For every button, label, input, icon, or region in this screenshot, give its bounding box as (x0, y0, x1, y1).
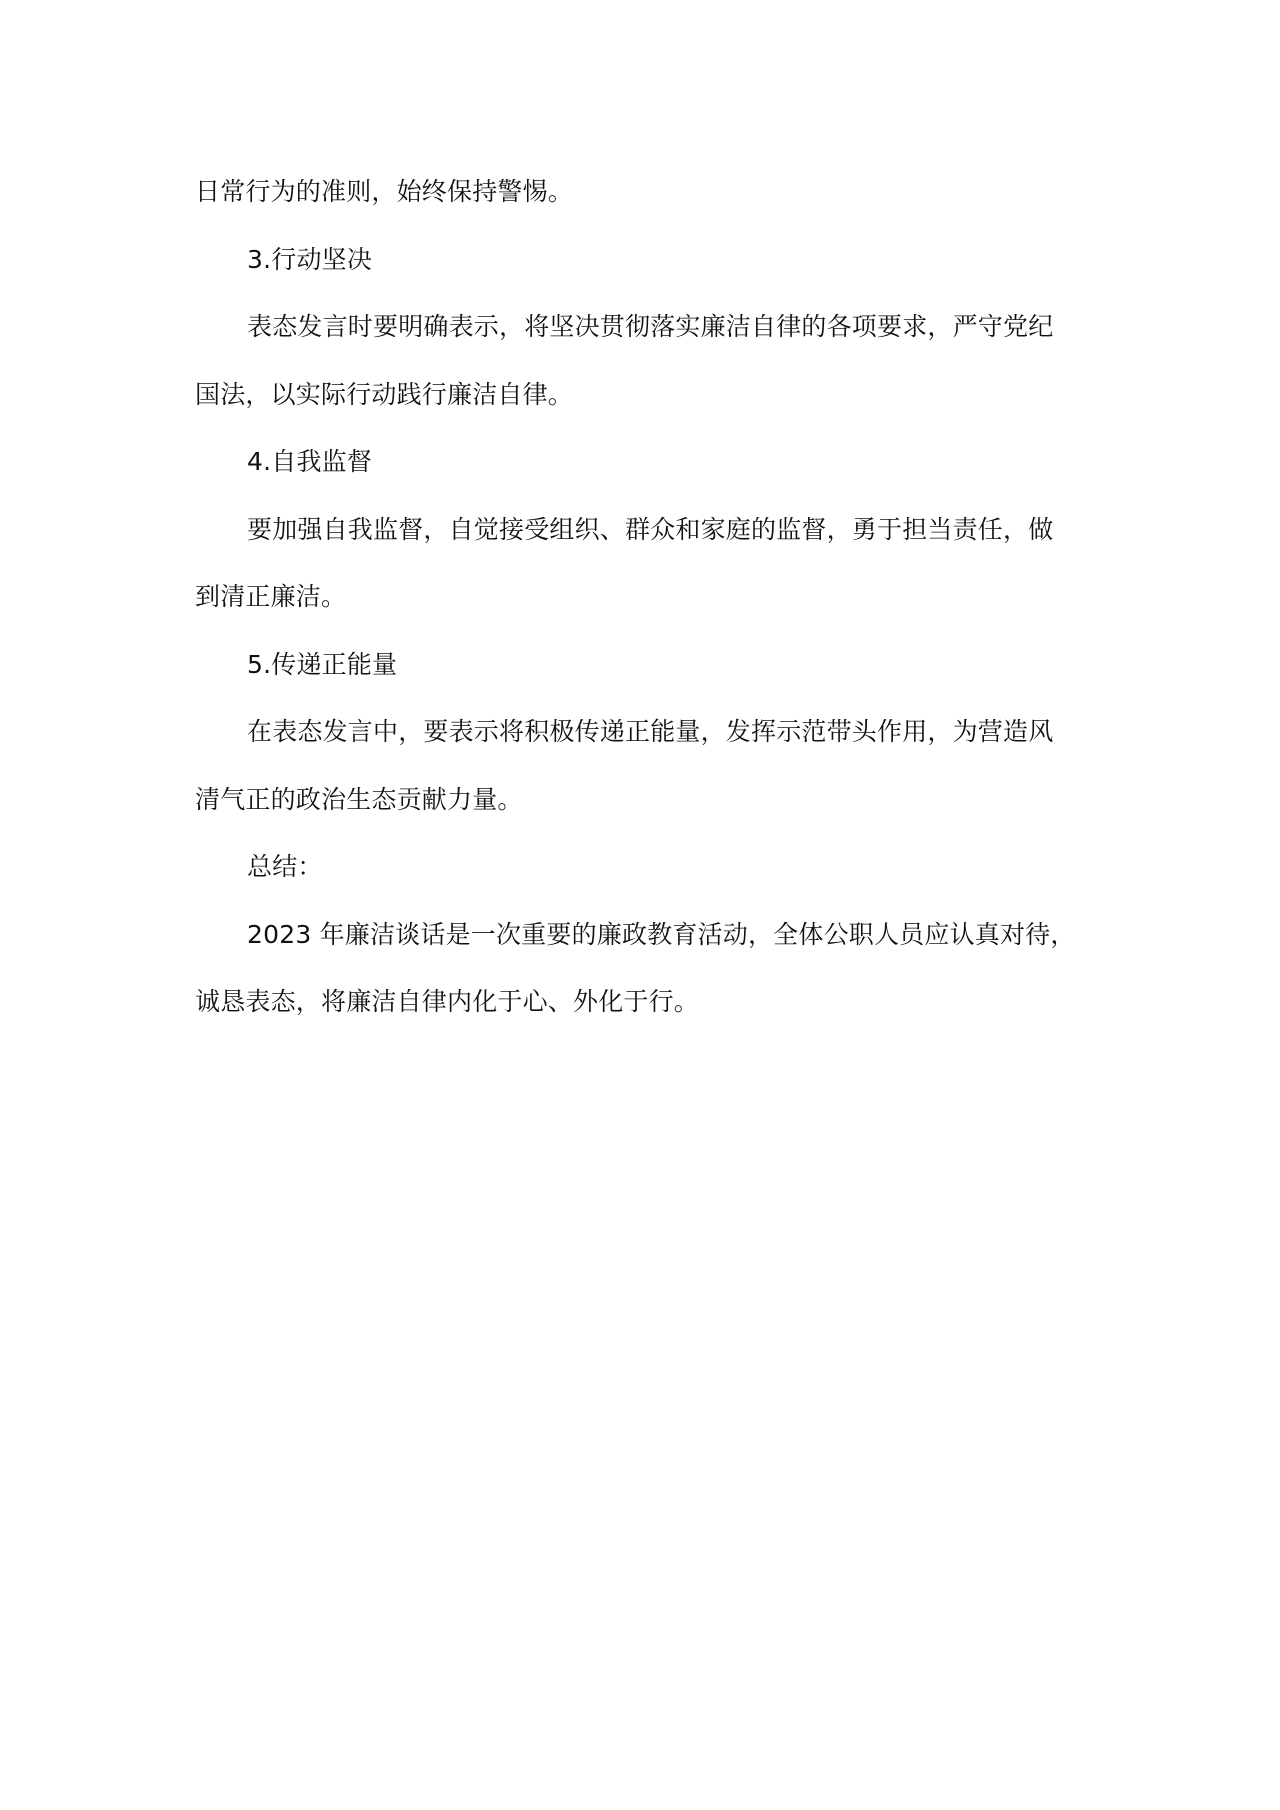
section-heading-4: 4.自我监督 (247, 447, 373, 476)
section-heading-3: 3.行动坚决 (247, 244, 373, 274)
document-body (195, 158, 1085, 1036)
paragraph-line: 国法，以实际行动践行廉洁自律。 (195, 379, 574, 409)
paragraph-line: 诚恳表态，将廉洁自律内化于心、外化于行。 (195, 987, 700, 1016)
paragraph-line: 表态发言时要明确表示，将坚决贯彻落实廉洁自律的各项要求，严守党纪 (247, 312, 1054, 341)
paragraph-line: 到清正廉洁。 (195, 582, 347, 611)
paragraph-line: 日常行为的准则，始终保持警惕。 (195, 177, 574, 206)
summary-heading: 总结： (247, 852, 323, 881)
paragraph-line: 2023 年廉洁谈话是一次重要的廉政教育活动，全体公职人员应认真对待， (247, 919, 1076, 949)
section-heading-5: 5.传递正能量 (247, 649, 398, 679)
paragraph-line: 要加强自我监督，自觉接受组织、群众和家庭的监督，勇于担当责任，做 (247, 514, 1054, 544)
paragraph-line: 在表态发言中，要表示将积极传递正能量，发挥示范带头作用，为营造风 (247, 717, 1054, 746)
paragraph-line: 清气正的政治生态贡献力量。 (195, 784, 523, 814)
